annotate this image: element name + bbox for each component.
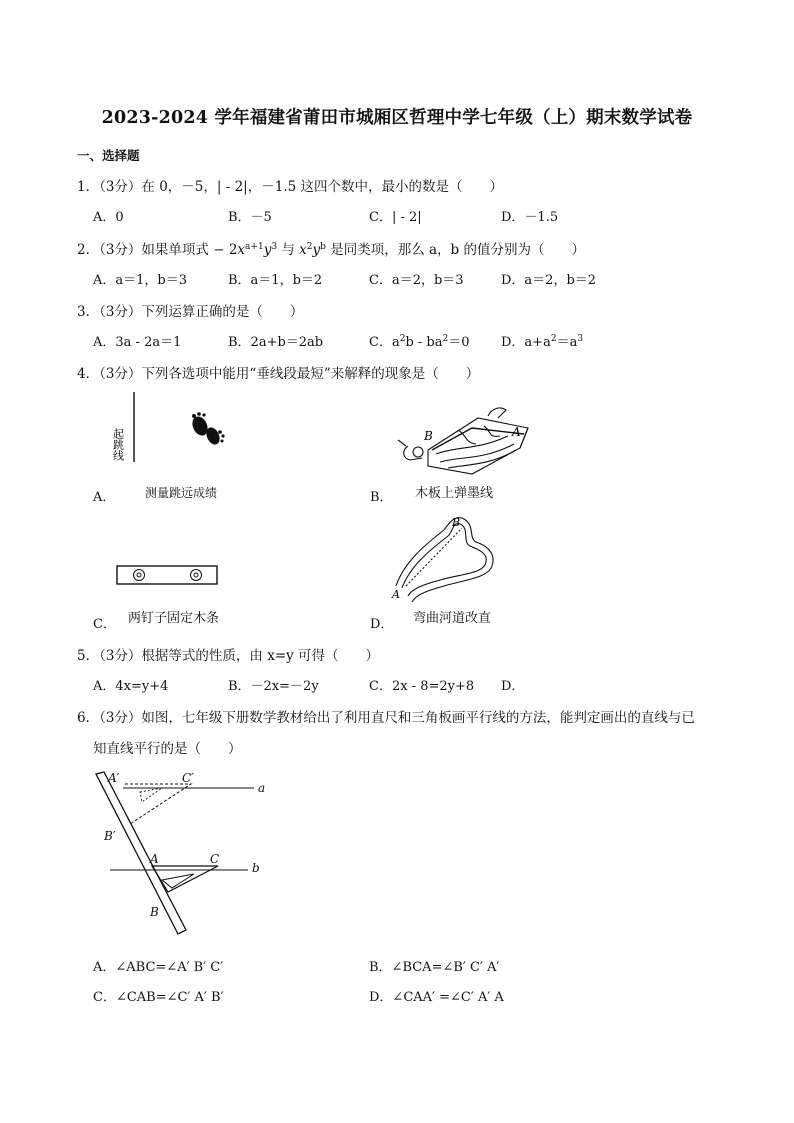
- jump-line-label-text: 起跳线: [111, 428, 125, 461]
- exam-title: 2023-2024 学年福建省莆田市城厢区哲理中学七年级（上）期末数学试卷: [101, 108, 693, 128]
- fig-label-line-a: a: [258, 781, 266, 795]
- question-6-stem-line-2: 知直线平行的是（ ）: [93, 741, 242, 757]
- question-5-option-b[interactable]: B．－2x=－2y: [228, 679, 319, 694]
- question-2-option-d[interactable]: D．a＝2，b＝2: [501, 273, 597, 288]
- question-2-option-b[interactable]: B．a＝1，b＝2: [228, 273, 323, 288]
- question-6-option-d[interactable]: D．∠CAA′ =∠C′ A′ A: [369, 990, 504, 1005]
- fig-label-a: A: [150, 852, 159, 866]
- question-1-option-a[interactable]: A．0: [93, 210, 124, 225]
- question-4-caption-a: 测量跳远成绩: [145, 486, 218, 500]
- question-1-option-b[interactable]: B．－5: [228, 210, 272, 225]
- question-3-stem: 3．（3分）下列运算正确的是（ ）: [77, 304, 304, 320]
- section-heading: 一、选择题: [77, 148, 140, 163]
- question-6-stem-line-1: 6．（3分）如图，七年级下册数学教材给出了利用直尺和三角板画平行线的方法，能判定画出的直线与已: [77, 710, 695, 726]
- question-3-option-a[interactable]: A．3a - 2a＝1: [93, 335, 182, 350]
- question-4-option-b-label[interactable]: B．: [370, 490, 393, 505]
- question-4-option-c-label[interactable]: C．: [93, 617, 116, 632]
- question-5-option-a[interactable]: A．4x=y+4: [93, 679, 169, 694]
- question-5-stem: 5．（3分）根据等式的性质，由 x=y 可得（ ）: [77, 648, 380, 664]
- fig-label-line-b: b: [252, 861, 260, 875]
- question-1-option-c[interactable]: C．| - 2|: [369, 210, 422, 225]
- plank-point-a-text: A: [512, 425, 521, 439]
- question-4-stem: 4．（3分）下列各选项中能用“垂线段最短”来解释的现象是（ ）: [77, 366, 480, 382]
- question-6-option-b[interactable]: B．∠BCA=∠B′ C′ A′: [369, 960, 500, 975]
- question-2-option-a[interactable]: A．a＝1，b＝3: [93, 273, 188, 288]
- question-1-option-d[interactable]: D．－1.5: [501, 210, 559, 225]
- question-5-option-d[interactable]: D．: [501, 679, 525, 694]
- footprints-icon: [189, 412, 224, 446]
- question-6-option-a[interactable]: A．∠ABC=∠A′ B′ C′: [93, 960, 224, 975]
- fig-label-c: C: [210, 852, 220, 866]
- question-4-caption-b: 木板上弹墨线: [415, 486, 494, 501]
- question-3-option-d[interactable]: D．$a+a^2=a^3$: [501, 334, 584, 350]
- question-4-option-a-label[interactable]: A．: [93, 490, 116, 505]
- question-6-option-c[interactable]: C．∠CAB=∠C′ A′ B′: [93, 990, 224, 1005]
- question-3-option-b[interactable]: B．2a+b＝2ab: [228, 335, 324, 350]
- plank-point-b-text: B: [424, 429, 433, 443]
- question-2-stem: 2．（3分）如果单项式 − $2x^{a+1}y^3$ 与 $x^2y^b$ 是同类项，那么 a，b 的值分别为（ ）: [77, 242, 585, 258]
- plank-ink-line-figure: [388, 406, 538, 476]
- question-5-option-c[interactable]: C．2x - 8=2y+8: [369, 679, 475, 694]
- question-4-caption-c: 两钉子固定木条: [128, 611, 220, 626]
- question-3-option-c[interactable]: C．$a^2b - ba^2=0$: [369, 334, 470, 350]
- question-1-stem: 1．（3分）在 0，－5，| - 2|，－1.5 这四个数中，最小的数是（ ）: [77, 179, 503, 195]
- river-point-b-text: B: [452, 516, 461, 529]
- question-4-option-d-label[interactable]: D．: [370, 617, 394, 632]
- long-jump-figure: [110, 392, 250, 464]
- fig-label-a-prime: A′: [108, 771, 120, 785]
- river-figure: [390, 516, 500, 602]
- fig-label-b-prime: B′: [104, 829, 116, 843]
- fig-label-b: B: [150, 905, 159, 919]
- wooden-strip-figure: [116, 564, 220, 588]
- question-4-caption-d: 弯曲河道改直: [413, 611, 492, 626]
- fig-label-c-prime: C′: [182, 771, 194, 785]
- river-point-a-text: A: [392, 588, 400, 601]
- ruler-triangle-figure: [90, 768, 280, 940]
- question-2-option-c[interactable]: C．a＝2，b＝3: [369, 273, 464, 288]
